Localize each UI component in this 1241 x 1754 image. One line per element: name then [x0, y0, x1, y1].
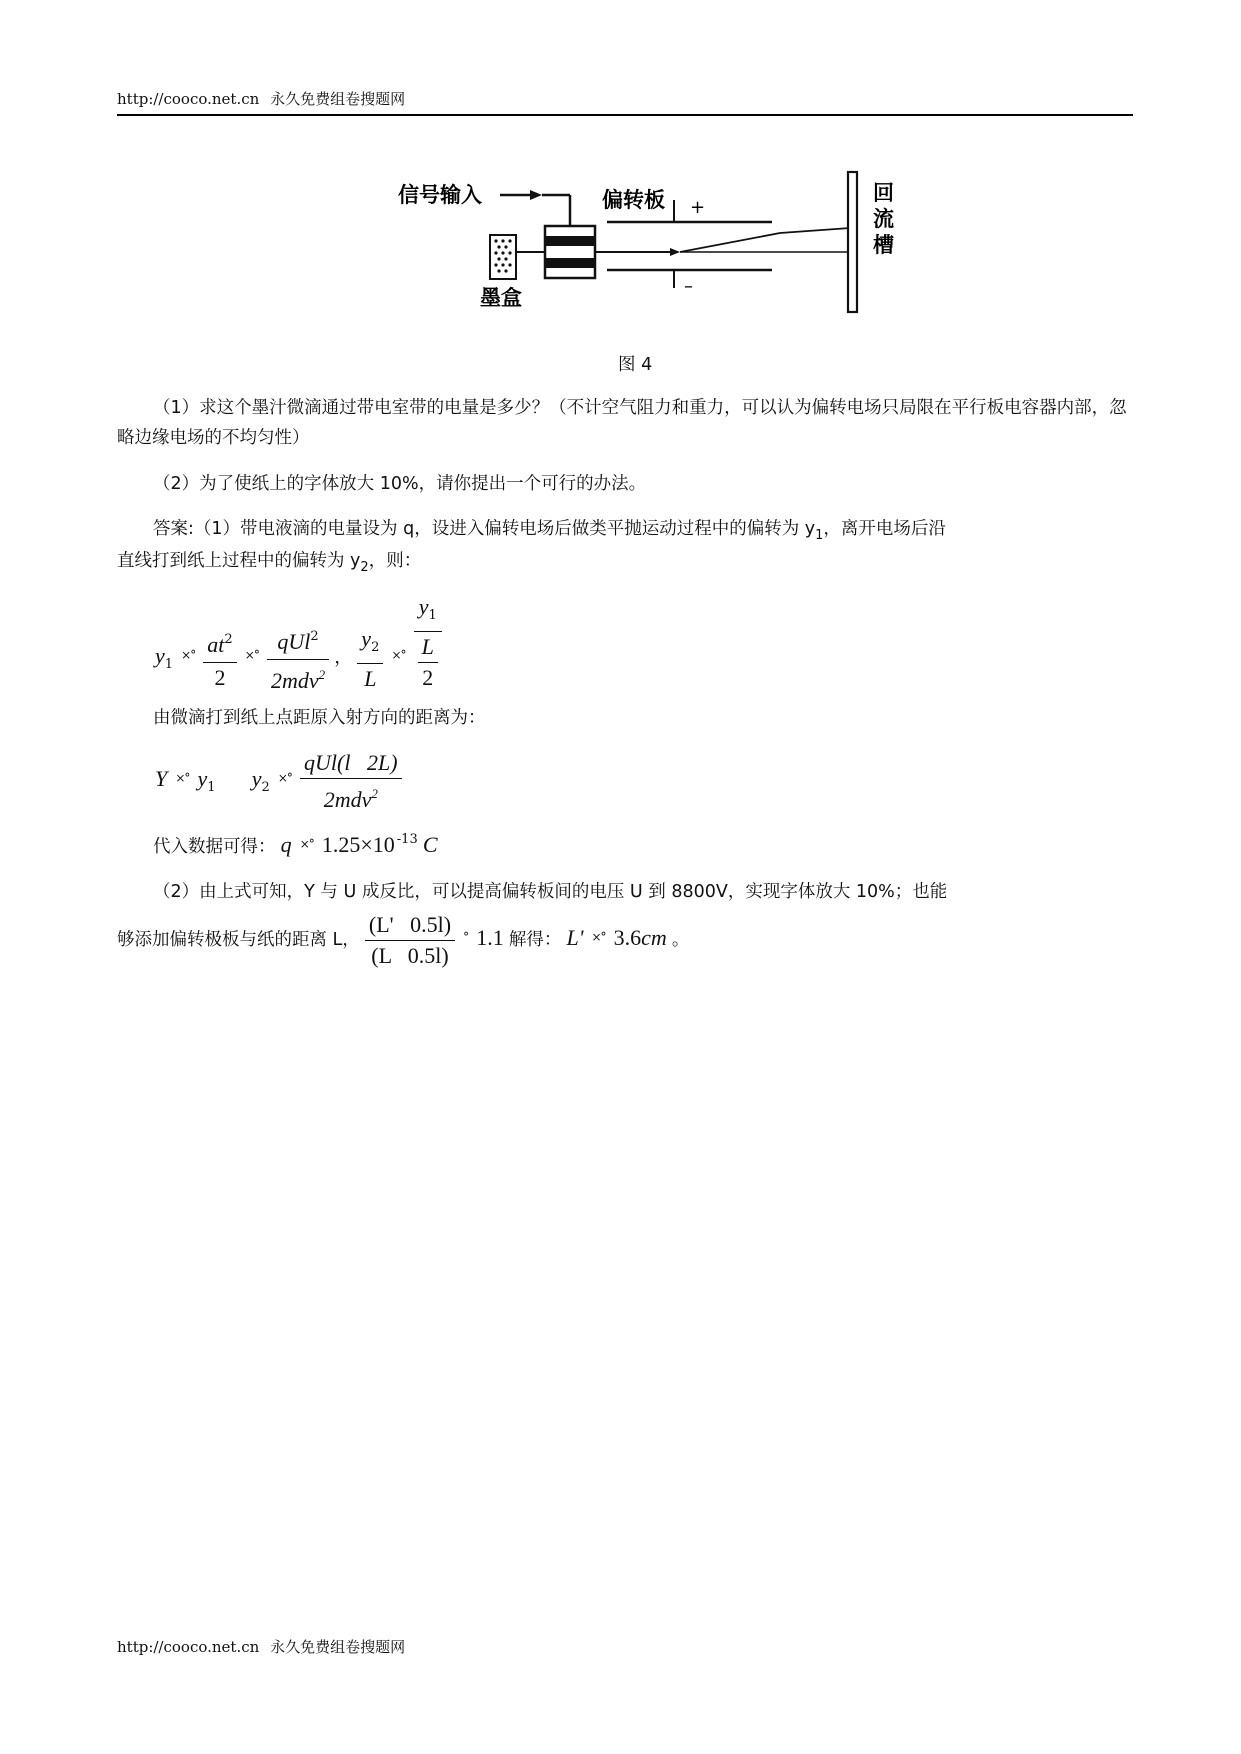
eq1-fraction-2: $\frac{qUl^2}{2mdv^2}$ [267, 622, 329, 696]
ink-box-label: 墨盒 [480, 286, 522, 310]
header-site: http://cooco.net.cn [117, 90, 260, 108]
page-header [117, 88, 405, 109]
answer-intro-line2 [117, 546, 421, 583]
answer-intro-sub1: 1 [815, 528, 824, 543]
eq1-fraction-3: $\frac{y_2}{L}$ [357, 624, 383, 694]
figure-caption: 图 4 [618, 355, 653, 375]
return-tank-label-1: 回 [873, 181, 894, 205]
return-tank-label-3: 槽 [873, 233, 894, 257]
answer-part2-line2: 够添加偏转极板与纸的距离 L， $\frac{(L' 0.5l)}{(L 0.5l)}$ ° 1.1 解得： L' ×° 3.6cm 。 [117, 910, 689, 971]
answer-intro-sub2: 2 [360, 560, 369, 575]
inkjet-diagram [380, 170, 900, 330]
equation-1: $y_1$ ×° $\frac{at^2}{2}$ ×° $\frac{qUl^2}{2mdv^2}$ ， $\frac{y_2}{L}$ ×° $\frac{y_1}{\frac{L}{2}}$ [155, 592, 442, 696]
deflected-path [680, 233, 780, 252]
deflection-plate-label: 偏转板 [602, 188, 665, 212]
answer-part2-line1: （2）由上式可知，Y 与 U 成反比，可以提高偏转板间的电压 U 到 8800V，实现字体放大 10%；也能 [153, 882, 948, 902]
question-2: （2）为了使纸上的字体放大 10%，请你提出一个可行的办法。 [153, 474, 647, 494]
eq1-fraction-4: $\frac{y_1}{\frac{L}{2}}$ [414, 592, 442, 695]
header-slogan: 永久免费组卷搜题网 [270, 90, 406, 108]
eq2-fraction: $\frac{\text{qUl(l 2L)}}{2mdv^2}$ [300, 748, 402, 815]
equation-2: Y ×° $y_1$ $y_2$ ×° $\frac{\text{qUl(l 2L)}}{2mdv^2}$ [155, 748, 402, 815]
question-1: （1）求这个墨汁微滴通过带电室带的电量是多少？（不计空气阻力和重力，可以认为偏转电场只局限在平行板电容器内部，忽略边缘电场的不均匀性） [117, 398, 1127, 448]
minus-sign: – [684, 276, 693, 297]
charging-chamber [545, 226, 595, 278]
answer-intro-d: ，则： [368, 551, 422, 571]
footer-slogan: 永久免费组卷搜题网 [270, 1638, 406, 1656]
eq1-y: y [155, 643, 165, 668]
eq3-fraction: $\frac{(L' 0.5l)}{(L 0.5l)}$ [365, 910, 455, 971]
signal-input-label: 信号输入 [398, 183, 482, 207]
distance-text: 由微滴打到纸上点距原入射方向的距离为： [153, 708, 486, 728]
answer-intro-a: 答案:（1）带电液滴的电量设为 q，设进入偏转电场后做类平抛运动过程中的偏转为 y [153, 519, 816, 539]
eq1-fraction-1: $\frac{at^2}{2}$ [203, 625, 236, 693]
answer-intro-b: ，离开电场后沿 [823, 519, 946, 539]
plus-sign: + [690, 197, 706, 218]
return-tank-plate [848, 172, 857, 312]
header-divider [117, 114, 1133, 116]
return-tank-label-2: 流 [873, 207, 894, 231]
result-line: 代入数据可得： q ×° 1.25×10 $^{-13}$ C [153, 832, 438, 857]
page-footer [117, 1636, 405, 1657]
signal-arrowhead [530, 190, 542, 200]
answer-intro-c: 直线打到纸上过程中的偏转为 y [117, 551, 361, 571]
footer-site: http://cooco.net.cn [117, 1638, 260, 1656]
